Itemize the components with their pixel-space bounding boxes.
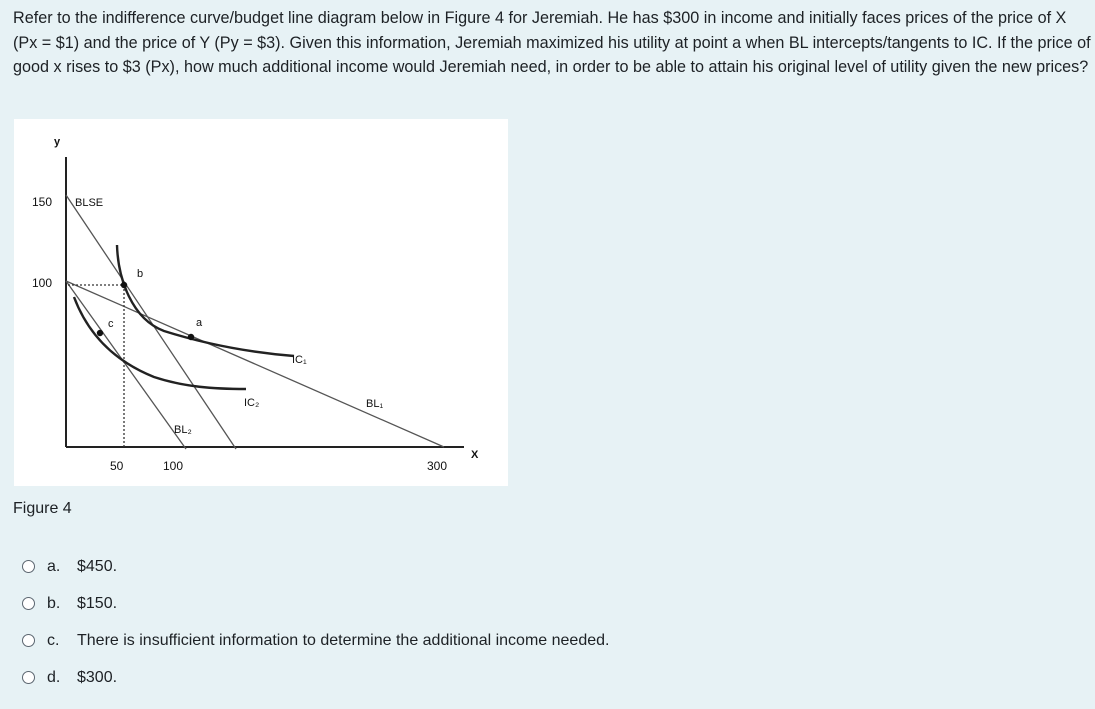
radio-button-d[interactable]	[22, 671, 35, 684]
x-tick-50: 50	[110, 459, 124, 473]
answer-options	[22, 548, 609, 696]
answer-option-b[interactable]	[22, 585, 609, 622]
diagram-svg	[14, 119, 508, 486]
answer-text: There is insufficient information to determine the additional income needed.	[77, 631, 610, 649]
x-tick-300: 300	[427, 459, 448, 473]
answer-letter: d.	[47, 668, 61, 686]
y-tick-100: 100	[32, 276, 53, 290]
point-a	[188, 334, 194, 340]
bl1-label: BL₁	[366, 398, 384, 410]
bl2-label: BL₂	[174, 424, 192, 436]
answer-option-d[interactable]	[22, 659, 609, 696]
question-text: Refer to the indifference curve/budget line diagram below in Figure 4 for Jeremiah. He has $300 in income and initially faces prices of the price of X (Px = $1) and the price of Y (Py = $3). Given this information, Jeremiah maximized his utility at point a when BL intercepts/tangents to IC. If the price of good x rises to $3 (Px), how much additional income would Jeremiah need, in order to be able to attain his original level of utility given the new prices?	[13, 9, 1091, 76]
answer-letter: c.	[47, 631, 60, 649]
answer-text: $150.	[77, 594, 118, 612]
y-axis-label: y	[54, 136, 61, 148]
point-b-label: b	[137, 268, 144, 280]
ic2-label: IC₂	[244, 397, 260, 409]
answer-text: $300.	[77, 668, 118, 686]
budget-line-2	[66, 281, 186, 449]
point-a-label: a	[196, 317, 203, 329]
point-b	[121, 282, 127, 288]
answer-option-c[interactable]	[22, 622, 609, 659]
ic1-label: IC₁	[292, 354, 307, 366]
x-tick-100: 100	[163, 459, 184, 473]
budget-line-1	[66, 281, 444, 447]
indifference-curve-1	[117, 245, 294, 356]
answer-text: $450.	[77, 557, 118, 575]
point-c-label: c	[108, 318, 114, 330]
radio-button-c[interactable]	[22, 634, 35, 647]
figure-caption: Figure 4	[13, 500, 72, 517]
blse-label: BLSE	[75, 197, 104, 209]
answer-letter: a.	[47, 557, 61, 575]
budget-line-se	[66, 195, 236, 449]
indifference-curve-figure	[14, 119, 508, 486]
radio-button-a[interactable]	[22, 560, 35, 573]
point-c	[97, 330, 103, 336]
y-tick-150: 150	[32, 195, 53, 209]
x-axis-label: X	[471, 449, 479, 461]
indifference-curve-2	[74, 297, 246, 389]
radio-button-b[interactable]	[22, 597, 35, 610]
answer-letter: b.	[47, 594, 61, 612]
answer-option-a[interactable]	[22, 548, 609, 585]
